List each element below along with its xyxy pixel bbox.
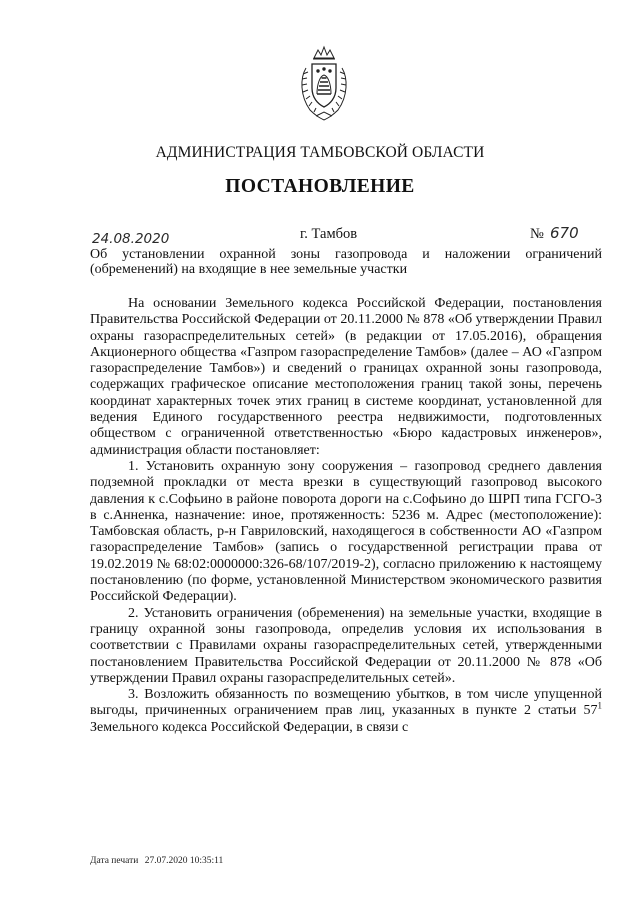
- document-city: г. Тамбов: [300, 226, 358, 242]
- print-date-value: 27.07.2020 10:35:11: [144, 856, 224, 866]
- print-date-footer: [90, 856, 223, 866]
- organization-title: АДМИНИСТРАЦИЯ ТАМБОВСКОЙ ОБЛАСТИ: [155, 144, 485, 161]
- item-3-text-start: 3. Возложить обязанность по возмещению убытков, в том числе упущенной выгоды, причиненных ограничением прав лиц, указанных в пункте 2 статьи 57: [90, 687, 602, 719]
- item-3-text-end: Земельного кодекса Российской Федерации, в связи с: [90, 719, 409, 735]
- document-type-title: ПОСТАНОВЛЕНИЕ: [225, 176, 415, 197]
- article-superscript: 1: [597, 700, 602, 711]
- coat-of-arms-icon: [296, 44, 352, 124]
- document-number-label: №: [530, 226, 544, 242]
- document-date: 24.08.2020: [92, 231, 170, 247]
- document-subject: Об установлении охранной зоны газопровода и наложении ограничений (обременений) на входящие в нее земельные участки: [90, 247, 602, 277]
- preamble-paragraph: На основании Земельного кодекса Российской Федерации, постановления Правительства Российской Федерации от 20.11.2000 № 878 «Об утверждении Правил охраны газораспределительных сетей» (в редакции от 17.05.2016), обращения Акционерного общества «Газпром газораспределение Тамбов» (далее – АО «Газпром газораспределение Тамбов») и сведений о границах охранной зоны газопровода, содержащих графическое описание местоположения границ такой зоны, перечень координат характерных точек этих границ в системе координат, установленной для ведения Единого государственного реестра недвижимости, подготовленных обществом с ограниченной ответственностью «Бюро кадастровых инженеров», администрация области постановляет:: [90, 296, 602, 458]
- item-1-paragraph: 1. Установить охранную зону сооружения – газопровод среднего давления подземной прокладки от места врезки в существующий газопровод высокого давления к с.Софьино в районе поворота дороги на с.Софьино до ШРП типа ГСГО-3 в с.Анненка, назначение: иное, протяженность: 5236 м. Адрес (местоположение): Тамбовская область, р-н Гавриловский, находящегося в собственности АО «Газпром газораспределение Тамбов» (запись о государственной регистрации права от 19.02.2019 № 68:02:0000000:326-68/107/2019-2), согласно приложению к настоящему постановлению (по форме, установленной Министерством экономического развития Российской Федерации).: [90, 458, 602, 605]
- document-number: 670: [550, 224, 579, 242]
- print-date-label: Дата печати: [90, 856, 139, 866]
- item-2-paragraph: 2. Установить ограничения (обременения) на земельные участки, входящие в границу охранной зоны газопровода, определив условия их использования в соответствии с Правилами охраны газораспределительных сетей, утвержденными постановлением Правительства Российской Федерации от 20.11.2000 № 878 «Об утверждении Правил охраны газораспределительных сетей».: [90, 605, 602, 686]
- document-body: [90, 296, 602, 736]
- item-3-paragraph: [90, 687, 602, 736]
